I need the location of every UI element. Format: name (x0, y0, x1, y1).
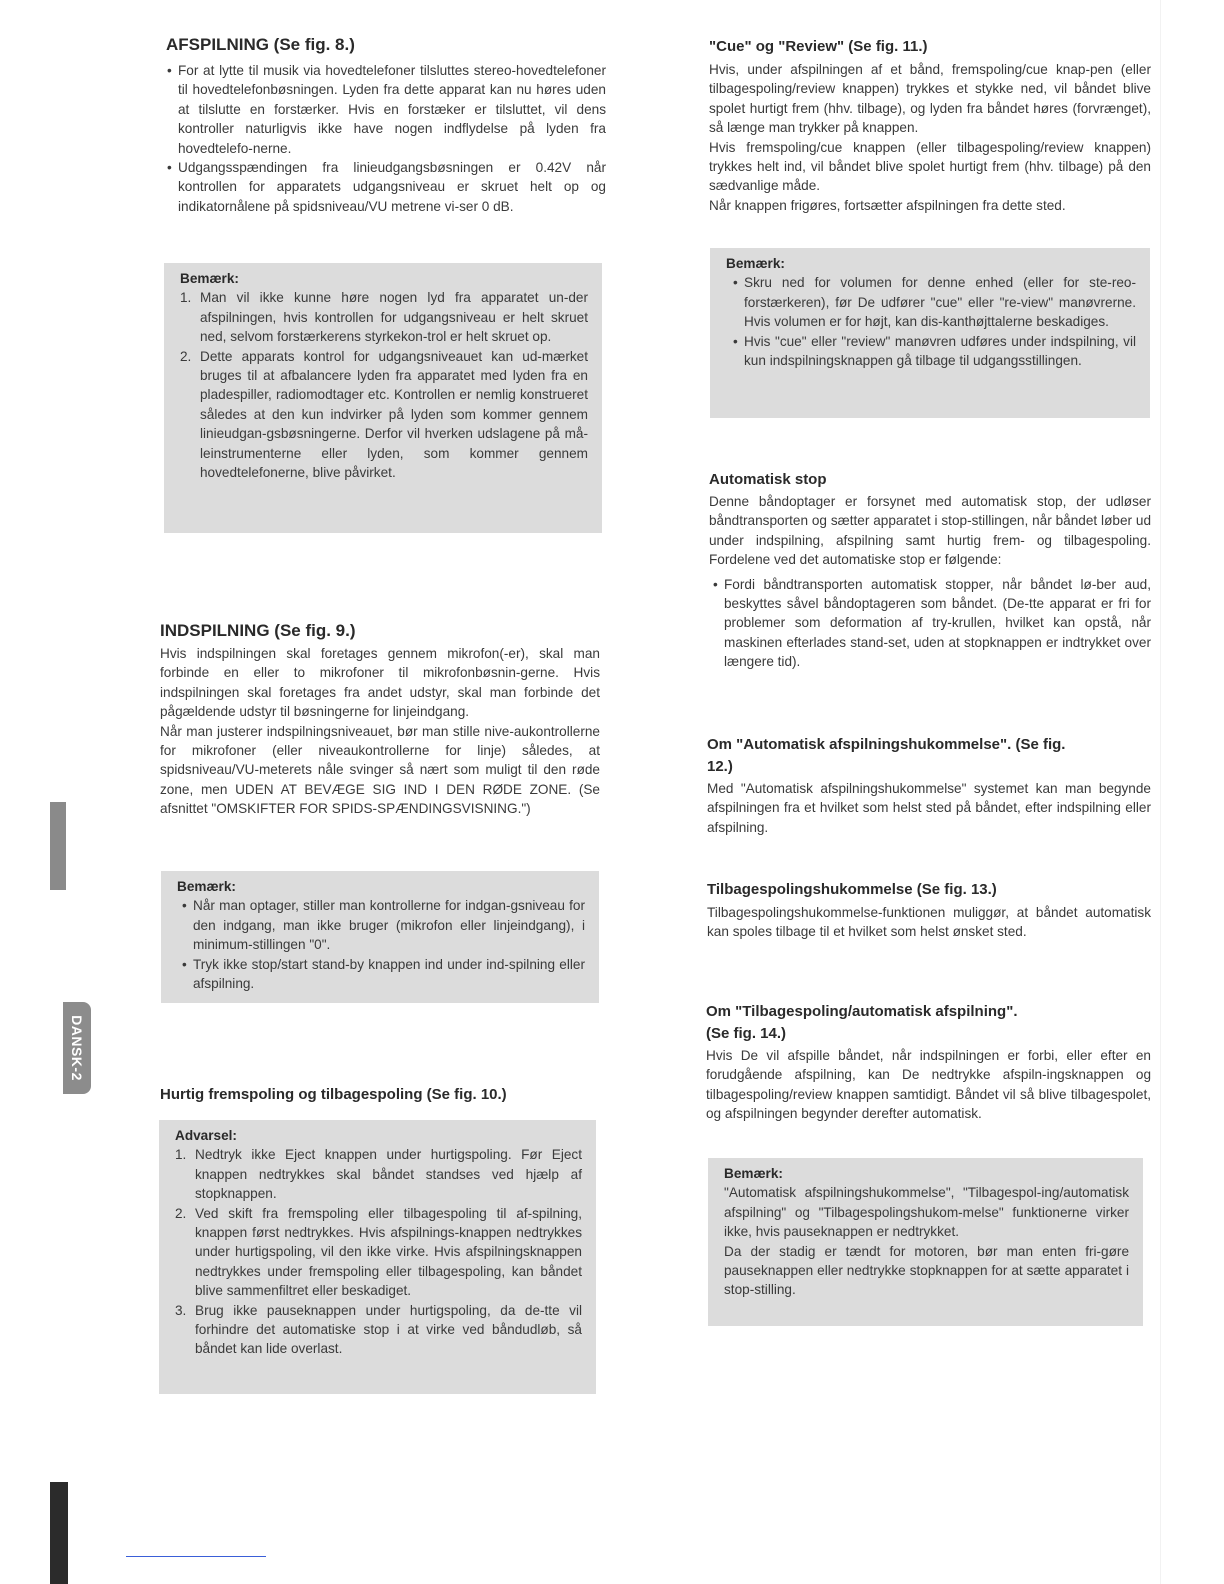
heading-cue-review: "Cue" og "Review" (Se fig. 11.) (709, 38, 928, 55)
heading-indspilning: INDSPILNING (Se fig. 9.) (160, 621, 356, 640)
heading-tilbagespolingshukommelse: Tilbagespolingshukommelse (Se fig. 13.) (707, 881, 997, 898)
note-item-number: 2. (180, 348, 192, 364)
note-bullets (726, 273, 1136, 370)
heading-afspilning: AFSPILNING (Se fig. 8.) (166, 35, 355, 54)
tilbagehuk-paragraph: Tilbagespolingshukommelse-funktionen muliggør, at båndet automatisk kan spoles tilbage til et hvilket som helst ønsket sted. (707, 905, 1151, 940)
note-item-number: 1. (175, 1147, 187, 1163)
heading-line: 12.) (707, 758, 733, 775)
section-hurtig (160, 1084, 600, 1106)
afspilning-bullet: • For at lytte til musik via hovedtelefoner tilsluttes stereo-hovedtelefoner til hovedtelefonbøsningen. Lyden fra dette apparat kan nu høres uden at tilslutte en forstærker. Hvis en forstæker er tilsluttet, vil dens kontroller naturligvis ikke have nogen indflydelse på lyden fra hovedtelefo-nerne. (166, 61, 606, 158)
cue-paragraph: Hvis, under afspilningen af et bånd, fremspoling/cue knap-pen (eller tilbagespoling/review knappen) trykkes et stykke ned, vil båndet blive spolet hurtigt frem (hhv. tilbage), og lyden fra båndet høres (forvrænget), så længe man trykker på knappen. (709, 62, 1151, 136)
heading-tilbagespoling-automatisk (706, 1001, 1151, 1045)
section-indspilning (160, 620, 600, 819)
binding-edge (50, 1482, 68, 1584)
note-afspilning (164, 263, 602, 533)
indspilning-paragraph: Når man justerer indspilningsniveauet, bør man stille nive-aukontrollerne for mikrofoner (eller niveaukontrollerne for linje) således, at spidsniveau/VU-meterets nåle svinger så nært som muligt til den røde zone, men UDEN AT BEVÆGE SIG IND I DEN RØDE ZONE. (Se afsnittet "OMSKIFTER FOR SPIDS-SPÆNDINGSVISNING.") (160, 723, 600, 817)
note-item-text: Brug ikke pauseknappen under hurtigspoling, da de-tte vil forhindre det automatiske stop i at virke ved båndudløb, så båndet kan lide overlast. (195, 1302, 582, 1357)
note-item-text: Nedtryk ikke Eject knappen under hurtigspoling. Før Eject knappen nedtrykkes skal båndet standses ved hjælp af stopknappen. (195, 1147, 582, 1202)
section-tilbagespolingshukommelse (707, 879, 1151, 942)
note-paragraph: "Automatisk afspilningshukommelse", "Tilbagespol-ing/automatisk afspilning" og "Tilbagespolingshukom-melse" funktionerne virker ikke, hvis pauseknappen er nedtrykket. (724, 1185, 1129, 1240)
tilbageauto-paragraph: Hvis De vil afspille båndet, når indspilningen er forbi, eller efter en forudgående afspilning, kan De nedtrykke afspiln-ingsknappen og tilbagespoling/review knappen samtidigt. Båndet vil så blive tilbagespolet, og afspilningen begynder derefter automatisk. (706, 1048, 1151, 1122)
section-afspilningshukommelse (707, 734, 1151, 837)
note-item (175, 1204, 582, 1301)
note-bullet: • Tryk ikke stop/start stand-by knappen ind under ind-spilning eller afspilning. (181, 955, 585, 994)
note-bullet: • Når man optager, stiller man kontrollerne for indgan-gsniveau for den indgang, man ikke bruger (mikrofon eller linjeindgang), i minimum-stillingen "0". (181, 896, 585, 954)
note-item-number: 3. (175, 1302, 187, 1318)
note-bullet: • Skru ned for volumen for denne enhed (eller for ste-reo-forstærkeren), før De udfører "cue" eller "re-view" manøvrerne. Hvis volumen er for højt, kan dis-kanthøjttalerne beskadiges. (732, 273, 1136, 331)
note-label: Advarsel: (175, 1128, 237, 1143)
cue-paragraph: Hvis fremspoling/cue knappen (eller tilbagespoling/review knappen) trykkes helt ind, vil båndet blive spolet hurtigt frem (hhv. tilbage) på den sædvanlige måde. (709, 139, 1151, 194)
note-item (180, 288, 588, 346)
note-item-number: 2. (175, 1205, 187, 1221)
heading-line: Om "Tilbagespoling/automatisk afspilning". (706, 1003, 1018, 1020)
note-label: Bemærk: (726, 256, 785, 271)
bottom-rule (126, 1556, 266, 1557)
note-hurtig (159, 1120, 596, 1394)
note-indspilning (161, 871, 599, 1003)
indspilning-paragraph: Hvis indspilningen skal foretages gennem mikrofon(-er), skal man forbinde en eller to mikrofoner til mikrofonbøsnin-gerne. Hvis indspilningen skal foretages fra andet udstyr, skal man forbinde det pågældende udstyr til bøsningerne for linjeindgang. (160, 646, 600, 720)
note-tilbagespoling (708, 1158, 1143, 1326)
heading-automatisk-stop: Automatisk stop (709, 471, 827, 488)
heading-line: Om "Automatisk afspilningshukommelse". (Se fig. (707, 736, 1066, 753)
section-afspilning (166, 34, 606, 216)
autohuk-paragraph: Med "Automatisk afspilningshukommelse" systemet kan man begynde afspilningen fra et hvilket som helst sted på båndet, efter indspilning eller afspilning. (707, 781, 1151, 835)
afspilning-bullet: • Udgangsspændingen fra linieudgangsbøsningen er 0.42V når kontrollen for apparatets udgangsniveau er skruet helt op og indikatornålene på spidsniveau/VU metrene vi-ser 0 dB. (166, 158, 606, 216)
section-automatisk-stop (709, 469, 1151, 672)
note-item-number: 1. (180, 290, 192, 306)
section-tilbagespoling-automatisk (706, 1001, 1151, 1124)
note-item (180, 347, 588, 483)
note-item-text: Dette apparats kontrol for udgangsniveauet kan ud-mærket bruges til at afbalancere lyden fra apparatet med lyden fra en pladespiller, radiomodtager etc. Kontrollen er nemlig konstrueret således at den kun indvirker på lyden som kommer gennem linieudgan-gsbøsningerne. Derfor vil hverken udslagene på må-leinstrumenterne eller lyden, som kommer gennem hovedtelefonerne, blive påvirket. (200, 348, 588, 481)
language-tab (63, 1002, 91, 1094)
note-item (175, 1301, 582, 1359)
note-label: Bemærk: (724, 1166, 783, 1181)
note-cue-review (710, 248, 1150, 418)
note-paragraph: Da der stadig er tændt for motoren, bør man enten fri-gøre pauseknappen eller nedtrykke stopknappen for at sætte apparatet i stop-stilling. (724, 1243, 1129, 1298)
heading-afspilningshukommelse (707, 734, 1151, 778)
section-cue-review (709, 36, 1151, 215)
note-list (175, 1145, 582, 1358)
note-label: Bemærk: (180, 271, 239, 286)
autostop-bullet: • Fordi båndtransporten automatisk stopper, når båndet lø-ber aud, beskyttes såvel båndoptageren som båndet. (De-tte apparat er fri for problemer som deformation af try-krullen, hvilket kan opstå, når maskinen efterlades stand-set, uden at stopknappen er indtrykket over længere tid). (712, 575, 1151, 672)
autostop-bullets (709, 575, 1151, 672)
afspilning-bullets (166, 61, 606, 216)
note-list (180, 288, 588, 482)
heading-line: (Se fig. 14.) (706, 1025, 787, 1042)
note-item (175, 1145, 582, 1203)
page-edge-right (1160, 0, 1224, 1584)
note-label: Bemærk: (177, 879, 236, 894)
cue-paragraph: Når knappen frigøres, fortsætter afspilningen fra dette sted. (709, 197, 1066, 213)
autostop-paragraph: Denne båndoptager er forsynet med automatisk stop, der udløser båndtransporten og sætter apparatet i stop-stillingen, når båndet løber ud under indspilning, afspilning samt hurtig frem- og tilbagespoling. Fordelene ved det automatiske stop er følgende: (709, 494, 1151, 568)
binding-mark (50, 802, 66, 890)
note-item-text: Ved skift fra fremspoling eller tilbagespoling til af-spilning, knappen først nedtrykkes. Hvis afspilnings-knappen nedtrykkes under hurtigspoling, vil den ikke virke. Hvis afspilningsknappen nedtrykkes under fremspoling eller tilbagespoling, kan båndet blive sammenfiltret eller beskadiget. (195, 1205, 582, 1299)
heading-hurtig: Hurtig fremspoling og tilbagespoling (Se fig. 10.) (160, 1086, 507, 1103)
note-bullets (177, 896, 585, 993)
language-tab-label: DANSK-2 (69, 1015, 85, 1081)
note-bullet: • Hvis "cue" eller "review" manøvren udføres under indspilning, vil kun indspilningsknappen gå tilbage til udgangsstillingen. (732, 332, 1136, 371)
note-item-text: Man vil ikke kunne høre nogen lyd fra apparatet un-der afspilningen, hvis kontrollen for udgangsniveau er helt skruet ned, selvom forstærkerens styrkekon-trol er helt skruet op. (200, 290, 588, 345)
